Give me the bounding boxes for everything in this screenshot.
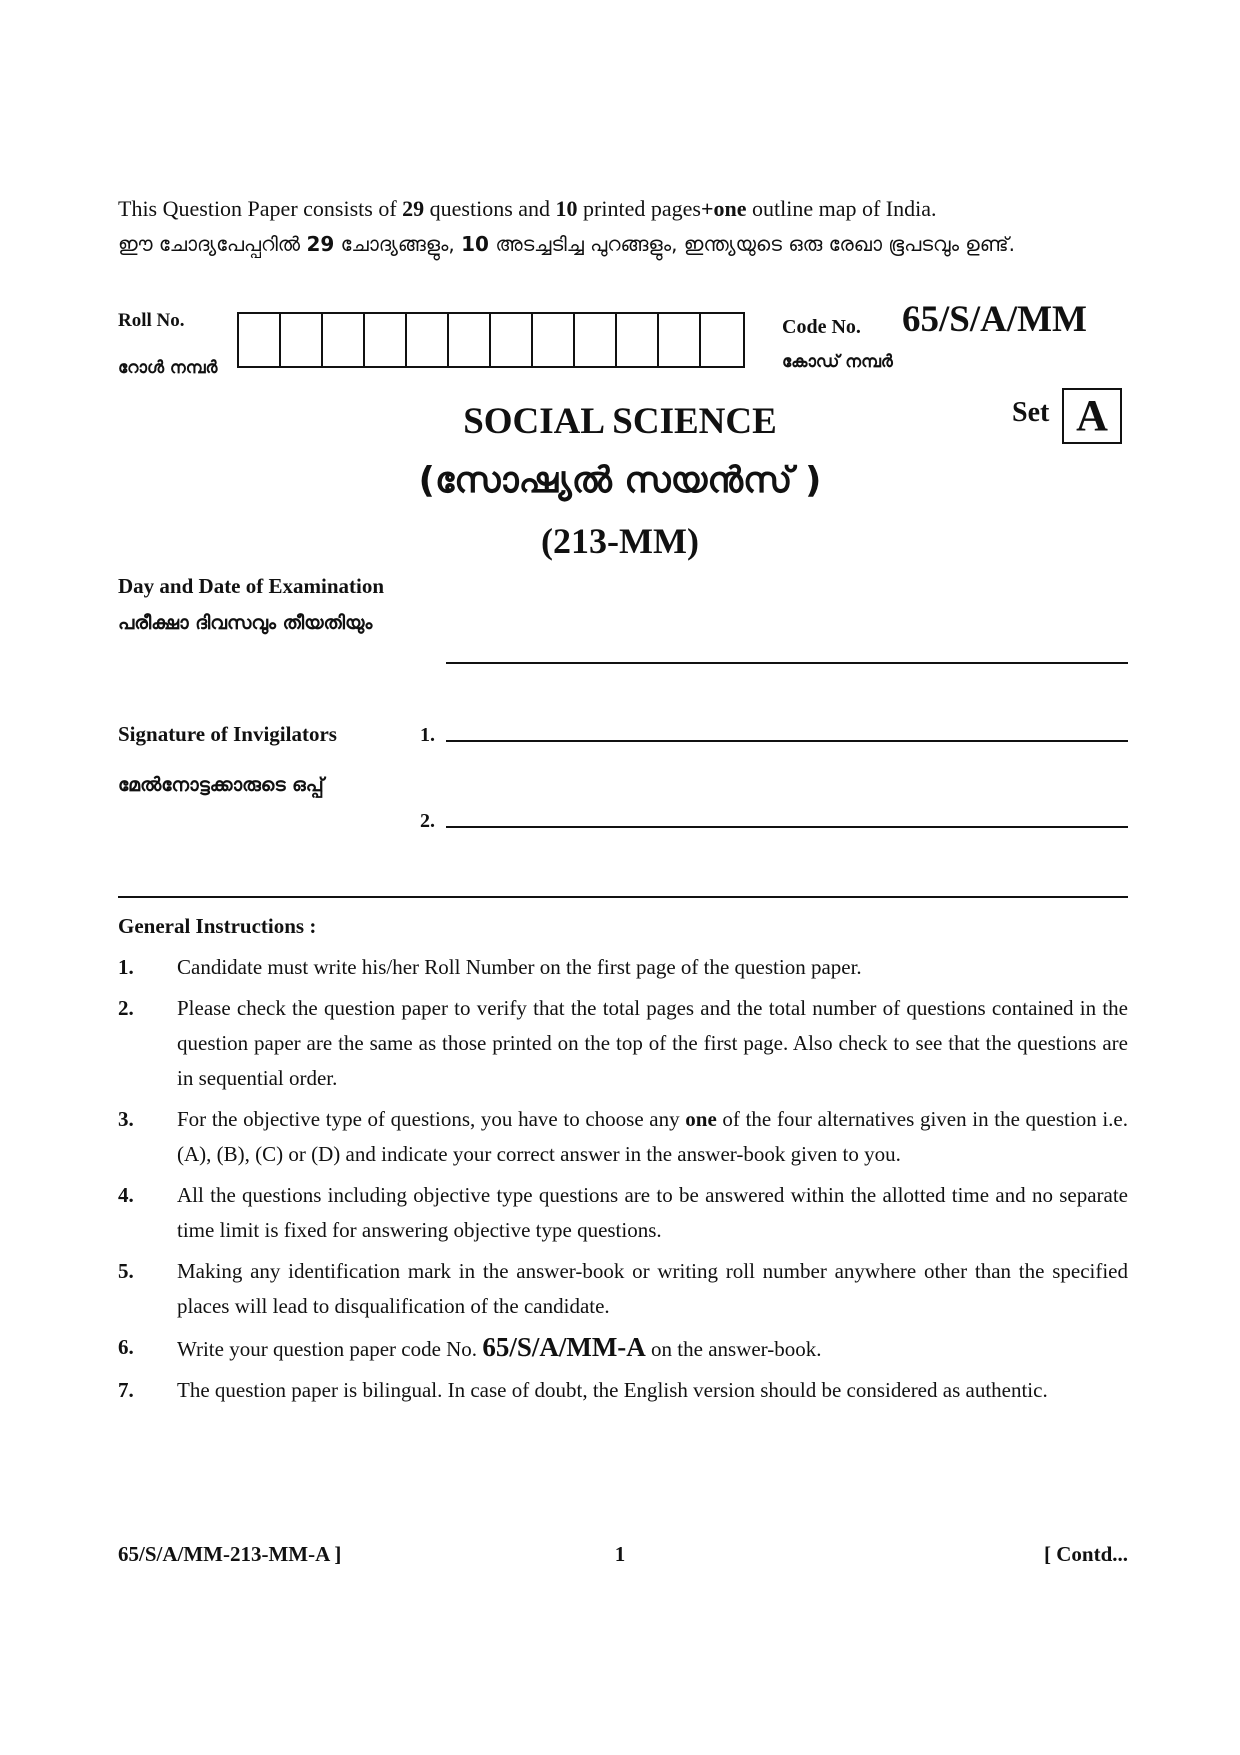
instruction-item [118, 1373, 1128, 1408]
instruction-text: Making any identification mark in the answer-book or writing roll number anywhere other than the specified places will lead to disqualification of the candidate. [177, 1259, 1128, 1318]
roll-number-box[interactable] [239, 314, 281, 366]
instructions-list [118, 950, 1128, 1414]
signature-2-field[interactable] [446, 826, 1128, 828]
signature-2-number: 2. [420, 810, 435, 832]
intro-text: printed pages [577, 196, 701, 221]
instruction-emphasis: one [685, 1107, 717, 1131]
instruction-text: All the questions including objective type questions are to be answered within the allotted time and no separate time limit is fixed for answering objective type questions. [177, 1183, 1128, 1242]
instruction-text: Please check the question paper to verify that the total pages and the total number of questions contained in the question paper are the same as those printed on the top of the first page. Also check to see that the questions are in sequential order. [177, 996, 1128, 1090]
instruction-item [118, 991, 1128, 1096]
exam-date-field[interactable] [446, 662, 1128, 664]
roll-number-label: Roll No. [118, 310, 185, 331]
exam-date-label: Day and Date of Examination [118, 574, 385, 598]
intro-english [118, 196, 1128, 222]
page-count: 10 [555, 196, 578, 221]
instruction-number: 5. [118, 1259, 134, 1283]
set-label: Set [1012, 397, 1050, 428]
roll-number-box[interactable] [281, 314, 323, 366]
answer-book-code: 65/S/A/MM-A [482, 1332, 646, 1362]
instruction-item [118, 1254, 1128, 1324]
instruction-text: The question paper is bilingual. In case of doubt, the English version should be considered as authentic. [177, 1378, 1048, 1402]
instruction-text [177, 1102, 1128, 1172]
footer-paper-code: 65/S/A/MM-213-MM-A ] [118, 1542, 342, 1566]
roll-number-box[interactable] [491, 314, 533, 366]
instruction-text-part: For the objective type of questions, you have to choose any [177, 1107, 686, 1131]
instruction-number: 3. [118, 1107, 134, 1131]
roll-number-box[interactable] [323, 314, 365, 366]
signature-1-field[interactable] [446, 740, 1128, 742]
subject-title: SOCIAL SCIENCE [463, 401, 777, 442]
plus-sign: + [700, 196, 714, 221]
instruction-text [177, 1330, 1128, 1367]
code-number-value: 65/S/A/MM [902, 299, 1087, 340]
invigilator-signature-label: Signature of Invigilators [118, 722, 337, 746]
subject-code: (213-MM) [541, 521, 699, 561]
roll-number-boxes[interactable] [237, 312, 745, 368]
instruction-number: 4. [118, 1183, 134, 1207]
question-count-ml: 29 [306, 232, 335, 256]
intro-text-ml: അടച്ചടിച്ച പുറങ്ങളും, ഇന്ത്യയുടെ ഒരു രേഖാ ഭൂപടവും ഉണ്ട്. [488, 232, 1015, 256]
instruction-item [118, 1330, 1128, 1367]
subject-title-ml: (സോഷ്യൽ സയൻസ് ) [418, 460, 822, 501]
instruction-item [118, 950, 1128, 985]
instruction-number: 6. [118, 1335, 134, 1359]
roll-number-box[interactable] [533, 314, 575, 366]
intro-malayalam [118, 228, 1128, 260]
roll-number-box[interactable] [365, 314, 407, 366]
page-count-ml: 10 [461, 232, 489, 256]
instruction-text-part: Write your question paper code No. [177, 1337, 483, 1361]
map-count: one [713, 196, 747, 221]
code-number-label-ml: കോഡ് നമ്പർ [782, 352, 893, 372]
invigilator-signature-label-ml: മേൽനോട്ടക്കാരുടെ ഒപ്പ് [118, 774, 324, 796]
question-count: 29 [402, 196, 425, 221]
instruction-number: 2. [118, 996, 134, 1020]
section-divider [118, 896, 1128, 898]
instruction-item [118, 1102, 1128, 1172]
intro-text: questions and [424, 196, 556, 221]
page-number: 1 [614, 1542, 626, 1566]
intro-text-ml: ഈ ചോദ്യപേപ്പറിൽ [118, 232, 307, 256]
instruction-text-part: of the four alternatives given in the question i.e. (A), (B), (C) or (D) and indicate your correct answer in the answer-book given to you. [177, 1107, 1129, 1166]
instruction-text: Candidate must write his/her Roll Number on the first page of the question paper. [177, 955, 862, 979]
roll-number-box[interactable] [575, 314, 617, 366]
roll-number-box[interactable] [617, 314, 659, 366]
intro-text-ml: ചോദ്യങ്ങളും, [334, 232, 462, 256]
intro-text: outline map of India. [746, 196, 937, 221]
set-value-box: A [1062, 388, 1122, 444]
roll-number-box[interactable] [449, 314, 491, 366]
roll-number-box[interactable] [701, 314, 743, 366]
continued-label: [ Contd... [1043, 1542, 1128, 1566]
general-instructions-title: General Instructions : [118, 914, 317, 938]
code-number-label: Code No. [782, 316, 861, 338]
roll-number-box[interactable] [407, 314, 449, 366]
intro-text: This Question Paper consists of [118, 196, 403, 221]
signature-1-number: 1. [420, 724, 435, 746]
roll-number-label-ml: റോൾ നമ്പർ [118, 358, 218, 378]
instruction-text-part: on the answer-book. [645, 1337, 822, 1361]
instruction-number: 1. [118, 955, 134, 979]
instruction-number: 7. [118, 1378, 134, 1402]
exam-date-label-ml: പരീക്ഷാ ദിവസവും തീയതിയും [118, 612, 373, 634]
roll-number-box[interactable] [659, 314, 701, 366]
instruction-item [118, 1178, 1128, 1248]
